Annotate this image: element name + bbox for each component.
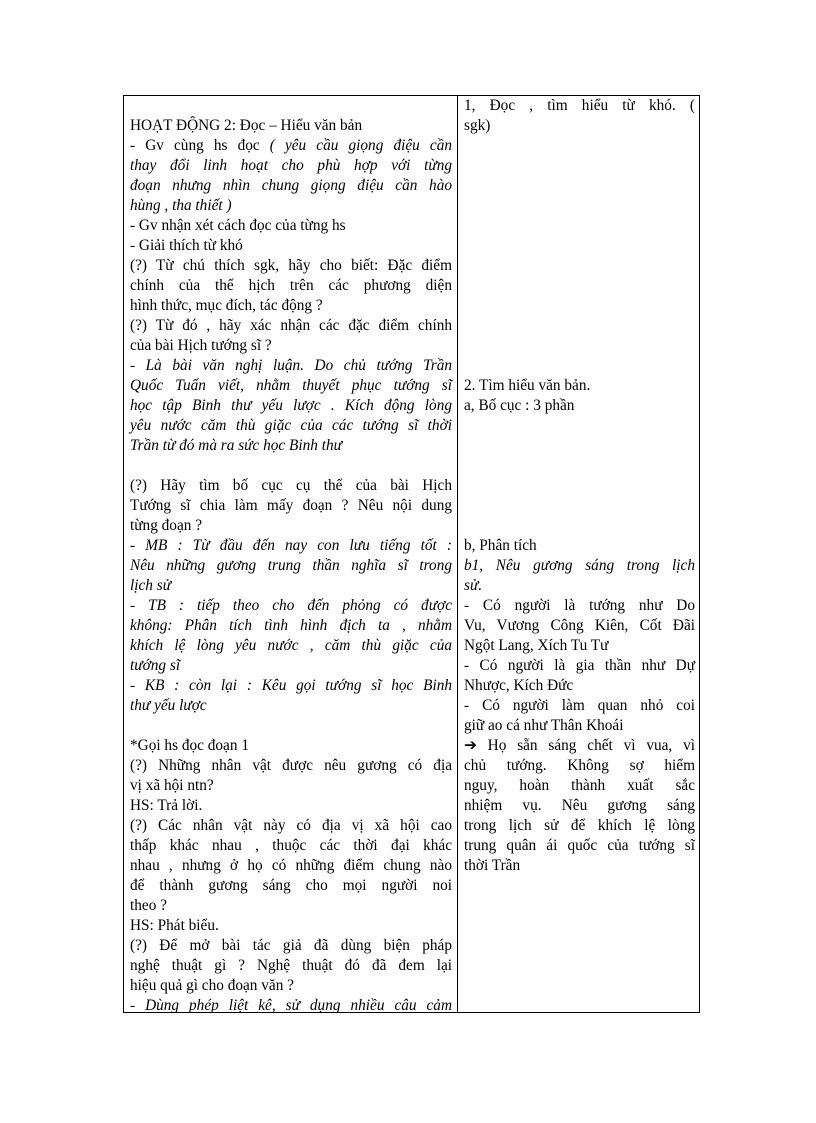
text-line [130, 856, 452, 876]
italic-text: thư yếu lược [130, 697, 207, 714]
text-segment: trong lịch sử để khích lệ lòng [464, 817, 695, 834]
text-segment: - Gv nhận xét cách đọc của từng hs [130, 217, 346, 234]
text-line [130, 676, 452, 696]
text-segment: a, Bố cục : 3 phần [464, 397, 575, 414]
text-line [130, 536, 452, 556]
text-segment: b, Phân tích [464, 537, 537, 554]
text-segment: sgk) [464, 117, 491, 134]
text-line [130, 776, 452, 796]
blank-line [464, 316, 695, 336]
blank-line [464, 516, 695, 536]
text-line [464, 616, 695, 636]
text-line [130, 216, 452, 236]
text-line [130, 656, 452, 676]
text-segment: hình thức, mục đích, tác động ? [130, 297, 323, 314]
text-line [464, 116, 695, 136]
text-line [130, 376, 452, 396]
text-line [464, 396, 695, 416]
text-line [130, 136, 452, 156]
text-line [130, 756, 452, 776]
italic-text: lịch sử [130, 577, 172, 594]
text-segment: (?) Hãy tìm bố cục cụ thể của bài Hịch [130, 477, 452, 494]
text-segment: chủ tướng. Không sợ hiểm [464, 757, 695, 774]
content-column [464, 96, 695, 876]
text-line [130, 556, 452, 576]
text-segment: để thành gương sáng cho mọi người noi [130, 877, 452, 894]
text-segment: - Giải thích từ khó [130, 237, 243, 254]
text-line [130, 476, 452, 496]
text-line [464, 756, 695, 776]
text-line [130, 736, 452, 756]
column-divider [457, 96, 458, 1012]
text-line [130, 496, 452, 516]
text-segment: vị xã hội ntn? [130, 777, 214, 794]
italic-text: ( yêu cầu giọng điệu cần [269, 137, 452, 154]
lesson-plan-table [123, 95, 700, 1013]
text-line [130, 696, 452, 716]
text-line [130, 356, 452, 376]
text-segment: Nhược, Kích Đức [464, 677, 574, 694]
italic-text: b1, Nêu gương sáng trong lịch [464, 557, 695, 574]
text-line [130, 576, 452, 596]
text-line [130, 336, 452, 356]
text-segment: - Có người làm quan nhỏ coi [464, 697, 695, 714]
text-line [464, 696, 695, 716]
text-line [130, 616, 452, 636]
text-line [130, 316, 452, 336]
blank-line [464, 136, 695, 156]
text-line [130, 196, 452, 216]
text-line [130, 976, 452, 996]
blank-line [464, 296, 695, 316]
text-segment: (?) Để mở bài tác giả đã dùng biện pháp [130, 937, 452, 954]
text-line [130, 596, 452, 616]
text-line [130, 176, 452, 196]
text-segment: Ngột Lang, Xích Tu Tư [464, 637, 609, 654]
text-line [464, 556, 695, 576]
text-segment: theo ? [130, 897, 167, 914]
text-line [464, 636, 695, 656]
italic-text: hùng , tha thiết ) [130, 197, 232, 214]
text-segment: 1, Đọc , tìm hiểu từ khó. ( [464, 97, 695, 114]
blank-line [464, 356, 695, 376]
blank-line [130, 716, 452, 736]
text-segment: - Có người là gia thần như Dự [464, 657, 695, 674]
text-segment: (?) Từ đó , hãy xác nhận các đặc điểm chính [130, 317, 452, 334]
text-line [130, 816, 452, 836]
italic-text: - Là bài văn nghị luận. Do chủ tướng Trần [130, 357, 452, 374]
italic-text: Nêu những gương trung thần nghĩa sĩ trong [130, 557, 452, 574]
text-segment: ➔ Họ sẵn sáng chết vì vua, vì [464, 737, 695, 754]
text-line [464, 836, 695, 856]
italic-text: - MB : Từ đầu đến nay con lưu tiếng tốt : [130, 537, 452, 554]
blank-line [464, 236, 695, 256]
text-segment: nhau , nhưng ở họ có những điểm chung nào [130, 857, 452, 874]
text-segment: (?) Các nhân vật này có địa vị xã hội cao [130, 817, 452, 834]
text-segment: nhiệm vụ. Nêu gương sáng [464, 797, 695, 814]
text-segment: trung quân ái quốc của tướng sĩ [464, 837, 695, 854]
text-segment: thấp khác nhau , thuộc các thời đại khác [130, 837, 452, 854]
text-line [464, 856, 695, 876]
text-line [464, 376, 695, 396]
text-line [130, 996, 452, 1013]
text-segment: 2. Tìm hiểu văn bản. [464, 377, 591, 394]
italic-text: thay đổi linh hoạt cho phù hợp với từng [130, 157, 452, 174]
blank-line [464, 476, 695, 496]
text-line [130, 796, 452, 816]
blank-line [464, 196, 695, 216]
text-line [464, 736, 695, 756]
italic-text: - KB : còn lại : Kêu gọi tướng sĩ học Binh [130, 677, 452, 694]
text-line [464, 576, 695, 596]
text-segment: của bài Hịch tướng sĩ ? [130, 337, 272, 354]
text-line [130, 276, 452, 296]
text-line [464, 96, 695, 116]
blank-line [464, 156, 695, 176]
italic-text: khích lệ lòng yêu nước , căm thù giặc của [130, 637, 452, 654]
italic-text: không: Phân tích tình hình địch ta , nhằm [130, 617, 452, 634]
text-line [464, 676, 695, 696]
italic-text: Quốc Tuấn viết, nhằm thuyết phục tướng sĩ [130, 377, 452, 394]
text-line [464, 536, 695, 556]
text-line [130, 896, 452, 916]
italic-text: - TB : tiếp theo cho đến phỏng có được [130, 597, 452, 614]
blank-line [464, 176, 695, 196]
teacher-activity-column [130, 116, 452, 1013]
text-segment: HS: Phát biểu. [130, 917, 219, 934]
blank-line [464, 276, 695, 296]
text-line [130, 956, 452, 976]
text-segment: thời Trần [464, 857, 521, 874]
blank-line [464, 496, 695, 516]
text-line [130, 236, 452, 256]
text-segment: hiệu quả gì cho đoạn văn ? [130, 977, 294, 994]
text-line [130, 396, 452, 416]
text-line [130, 836, 452, 856]
text-line [130, 296, 452, 316]
italic-text: học tập Binh thư yếu lược . Kích động lòng [130, 397, 452, 414]
text-segment: nguy, hoàn thành xuất sắc [464, 777, 695, 794]
blank-line [464, 336, 695, 356]
text-segment: từng đoạn ? [130, 517, 203, 534]
italic-text: tướng sĩ [130, 657, 181, 674]
text-line [130, 636, 452, 656]
text-line [130, 416, 452, 436]
italic-text: yêu nước căm thù giặc của các tướng sĩ thời [130, 417, 452, 434]
text-line [464, 716, 695, 736]
text-segment: nghệ thuật gì ? Nghệ thuật đó đã đem lại [130, 957, 452, 974]
text-line [464, 776, 695, 796]
text-segment: *Gọi hs đọc đoạn 1 [130, 737, 249, 754]
text-line [130, 256, 452, 276]
text-line [130, 876, 452, 896]
text-segment: Tướng sĩ chia làm mấy đoạn ? Nêu nội dung [130, 497, 452, 514]
text-segment: (?) Từ chú thích sgk, hãy cho biết: Đặc điểm [130, 257, 452, 274]
blank-line [464, 416, 695, 436]
text-line [464, 596, 695, 616]
text-line [464, 796, 695, 816]
text-segment: (?) Những nhân vật được nêu gương có địa [130, 757, 452, 774]
text-segment: HS: Trả lời. [130, 797, 203, 814]
text-segment: Vu, Vương Công Kiên, Cốt Đãi [464, 617, 695, 634]
text-segment: chính của thể hịch trên các phương diện [130, 277, 452, 294]
text-segment: giữ ao cá như Thân Khoái [464, 717, 624, 734]
blank-line [464, 436, 695, 456]
text-segment: HOẠT ĐỘNG 2: Đọc – Hiểu văn bản [130, 117, 363, 134]
text-line [464, 816, 695, 836]
italic-text: Trần từ đó mà ra sức học Binh thư [130, 437, 342, 454]
italic-text: đoạn nhưng nhìn chung giọng điệu cần hào [130, 177, 452, 194]
text-line [130, 936, 452, 956]
blank-line [464, 216, 695, 236]
text-line [130, 156, 452, 176]
text-segment: - Có người là tướng như Do [464, 597, 695, 614]
text-line [130, 436, 452, 456]
text-line [464, 656, 695, 676]
text-line [130, 516, 452, 536]
blank-line [464, 456, 695, 476]
text-line [130, 916, 452, 936]
italic-text: sử. [464, 577, 483, 594]
italic-text: - Dùng phép liệt kê, sử dụng nhiều câu cảm [130, 997, 452, 1013]
blank-line [130, 456, 452, 476]
text-segment: - Gv cùng hs đọc [130, 137, 270, 154]
text-line [130, 116, 452, 136]
blank-line [464, 256, 695, 276]
